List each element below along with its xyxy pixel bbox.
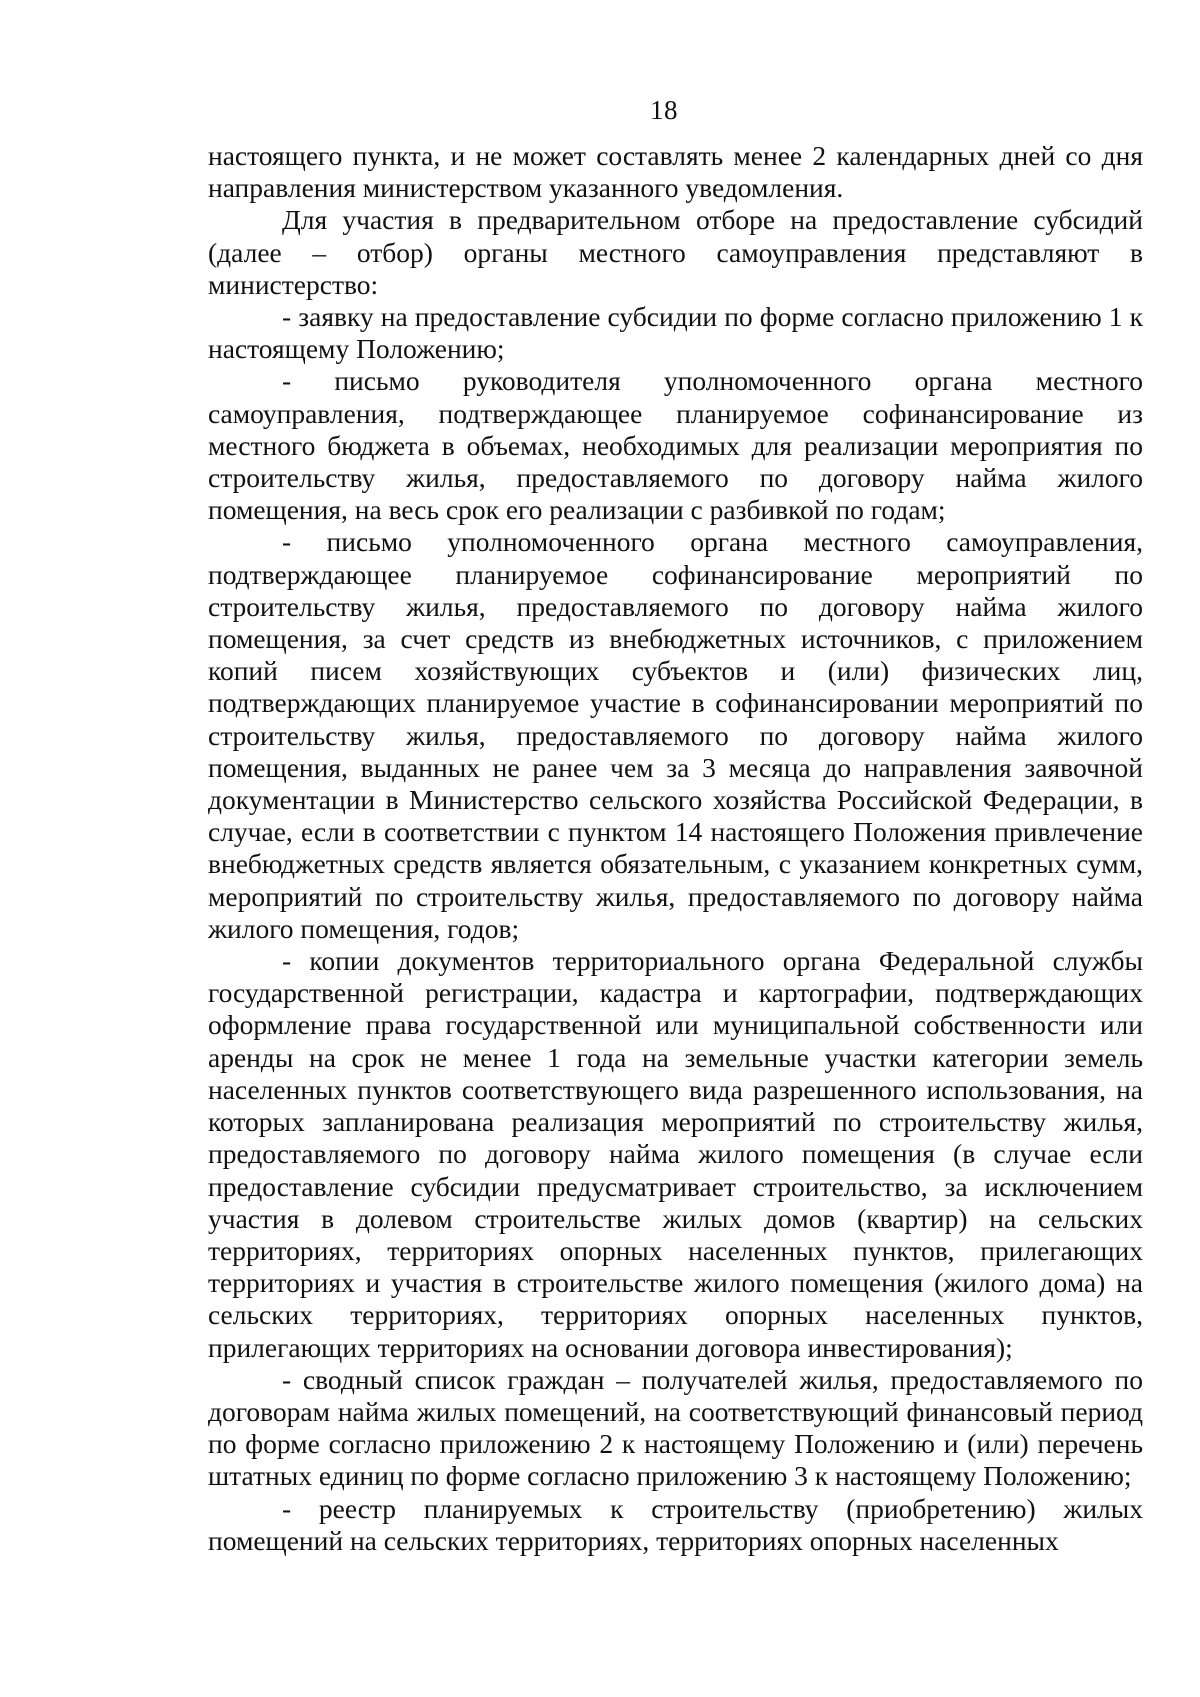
- list-item-land-documents: - копии документов территориального органа Федеральной службы государственной регистрации, кадастра и картографии, подтверждающих оформление права государственной или муниципальной собственности или аренды на срок не менее 1 года на земельные участки категории земель населенных пунктов соответствующего вида разрешенного использования, на которых запланирована реализация мероприятий по строительству жилья, предоставляемого по договору найма жилого помещения (в случае если предоставление субсидии предусматривает строительство, за исключением участия в долевом строительстве жилых домов (квартир) на сельских территориях, территориях опорных населенных пунктов, прилегающих территориях и участия в строительстве жилого помещения (жилого дома) на сельских территориях, территориях опорных населенных пунктов, прилегающих территориях на основании договора инвестирования);: [208, 945, 1143, 1363]
- list-item-head-letter: - письмо руководителя уполномоченного органа местного самоуправления, подтверждающее планируемое софинансирование из местного бюджета в объемах, необходимых для реализации мероприятия по строительству жилья, предоставляемого по договору найма жилого помещения, на весь срок его реализации с разбивкой по годам;: [208, 365, 1143, 526]
- list-item-application: - заявку на предоставление субсидии по форме согласно приложению 1 к настоящему Положению;: [208, 301, 1143, 365]
- list-item-extrabudgetary-letter: - письмо уполномоченного органа местного самоуправления, подтверждающее планируемое софинансирование мероприятий по строительству жилья, предоставляемого по договору найма жилого помещения, за счет средств из внебюджетных источников, с приложением копий писем хозяйствующих субъектов и (или) физических лиц, подтверждающих планируемое участие в софинансировании мероприятий по строительству жилья, предоставляемого по договору найма жилого помещения, выданных не ранее чем за 3 месяца до направления заявочной документации в Министерство сельского хозяйства Российской Федерации, в случае, если в соответствии с пунктом 14 настоящего Положения привлечение внебюджетных средств является обязательным, с указанием конкретных сумм, мероприятий по строительству жилья, предоставляемого по договору найма жилого помещения, годов;: [208, 526, 1143, 944]
- list-item-citizens-list: - сводный список граждан – получателей жилья, предоставляемого по договорам найма жилых помещений, на соответствующий финансовый период по форме согласно приложению 2 к настоящему Положению и (или) перечень штатных единиц по форме согласно приложению 3 к настоящему Положению;: [208, 1363, 1143, 1492]
- page-number: 18: [650, 95, 678, 125]
- list-item-housing-register: - реестр планируемых к строительству (приобретению) жилых помещений на сельских территориях, территориях опорных населенных: [208, 1492, 1143, 1556]
- paragraph-continuation: настоящего пункта, и не может составлять менее 2 календарных дней со дня направления министерством указанного уведомления.: [208, 140, 1143, 204]
- paragraph-selection-intro: Для участия в предварительном отборе на предоставление субсидий (далее – отбор) органы местного самоуправления представляют в министерство:: [208, 204, 1143, 300]
- document-body: [208, 140, 1143, 1557]
